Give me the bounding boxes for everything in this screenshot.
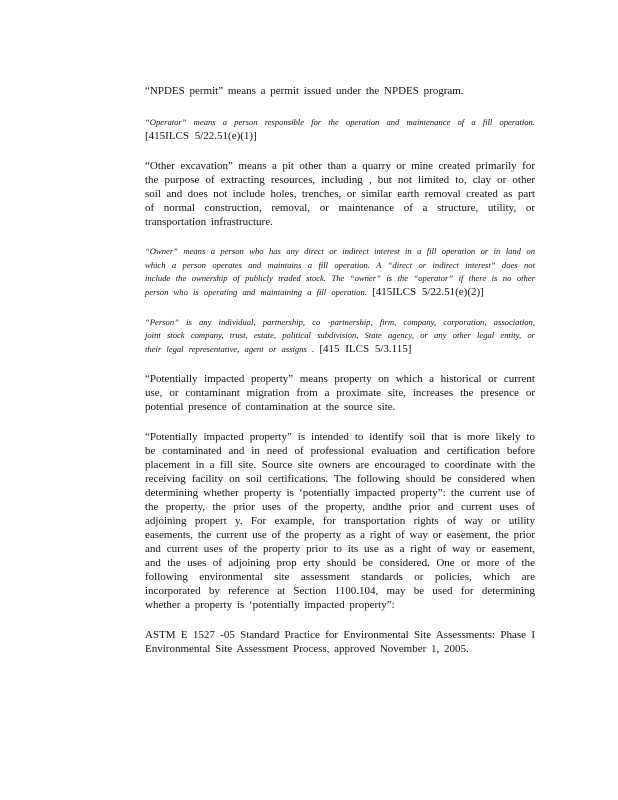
definition-npdes-permit: “NPDES permit” means a permit issued under the NPDES program. — [145, 85, 464, 97]
definition-owner-citation: [415ILCS 5/22.51(e)(2)] — [372, 285, 484, 298]
definition-person-text: “Person” is any individual, partnership, co -partnership, firm, company, corporation, association, joint stock company, trust, estate, political subdivision, State agency, or any other legal entity, or their legal representative, agent or assigns . — [145, 316, 535, 354]
definition-other-excavation: “Other excavation” means a pit other than a quarry or mine created primarily for the purpose of extracting resources, including , but not limited to, clay or other soil and does not include holes, trenches, or similar earth removal created as part of normal construction, removal, or maintenance of a structure, utility, or transportation infrastructure. — [145, 160, 535, 229]
definition-owner-text: “Owner” means a person who has any direct or indirect interest in a fill operation or in land on which a person operates and maintains a fill operation. A “direct or indirect interest” does not include the ownership of publicly traded stock. The “owner” is the “operator” if there is no other person who is operating and maintaining a fill operation. — [145, 246, 535, 297]
definition-person-citation: [415 ILCS 5/3.115] — [319, 342, 412, 355]
document-page — [145, 84, 535, 672]
definition-operator-text: “Operator” means a person responsible for the operation and maintenance of a fill operation. — [145, 117, 535, 127]
potentially-impacted-property-guidance: “Potentially impacted property” is intended to identify soil that is more likely to be contaminated and in need of professional evaluation and certification before placement in a fill site. Source site owners are encouraged to coordinate with the receiving facility on soil certifications. The following should be considered when determining whether property is ‘potentially impacted property”: the current use of the property, the prior uses of the property, andthe prior and current uses of adjoining propert y. For example, for transportation rights of way or utility easements, the current use of the property as a right of way or easement, the prior and current uses of the property prior to its use as a right of way or easement, and the uses of adjoining prop erty should be considered. One or more of the following environmental site assessment standards or policies, which are incorporated by reference at Section 1100.104, may be used for determining whether a property is ‘potentially impacted property”: — [145, 431, 535, 612]
definition-potentially-impacted-property: “Potentially impacted property” means property on which a historical or current use, or contaminant migration from a proximate site, increases the presence or potential presence of contamination at the source site. — [145, 373, 535, 414]
definition-person — [145, 316, 535, 357]
definition-operator — [145, 116, 535, 143]
definition-owner — [145, 245, 535, 299]
definition-operator-citation: [415ILCS 5/22.51(e)(1)] — [145, 129, 257, 142]
astm-standard-reference: ASTM E 1527 -05 Standard Practice for Environmental Site Assessments: Phase I Environmental Site Assessment Process, approved November 1, 2005. — [145, 629, 535, 656]
